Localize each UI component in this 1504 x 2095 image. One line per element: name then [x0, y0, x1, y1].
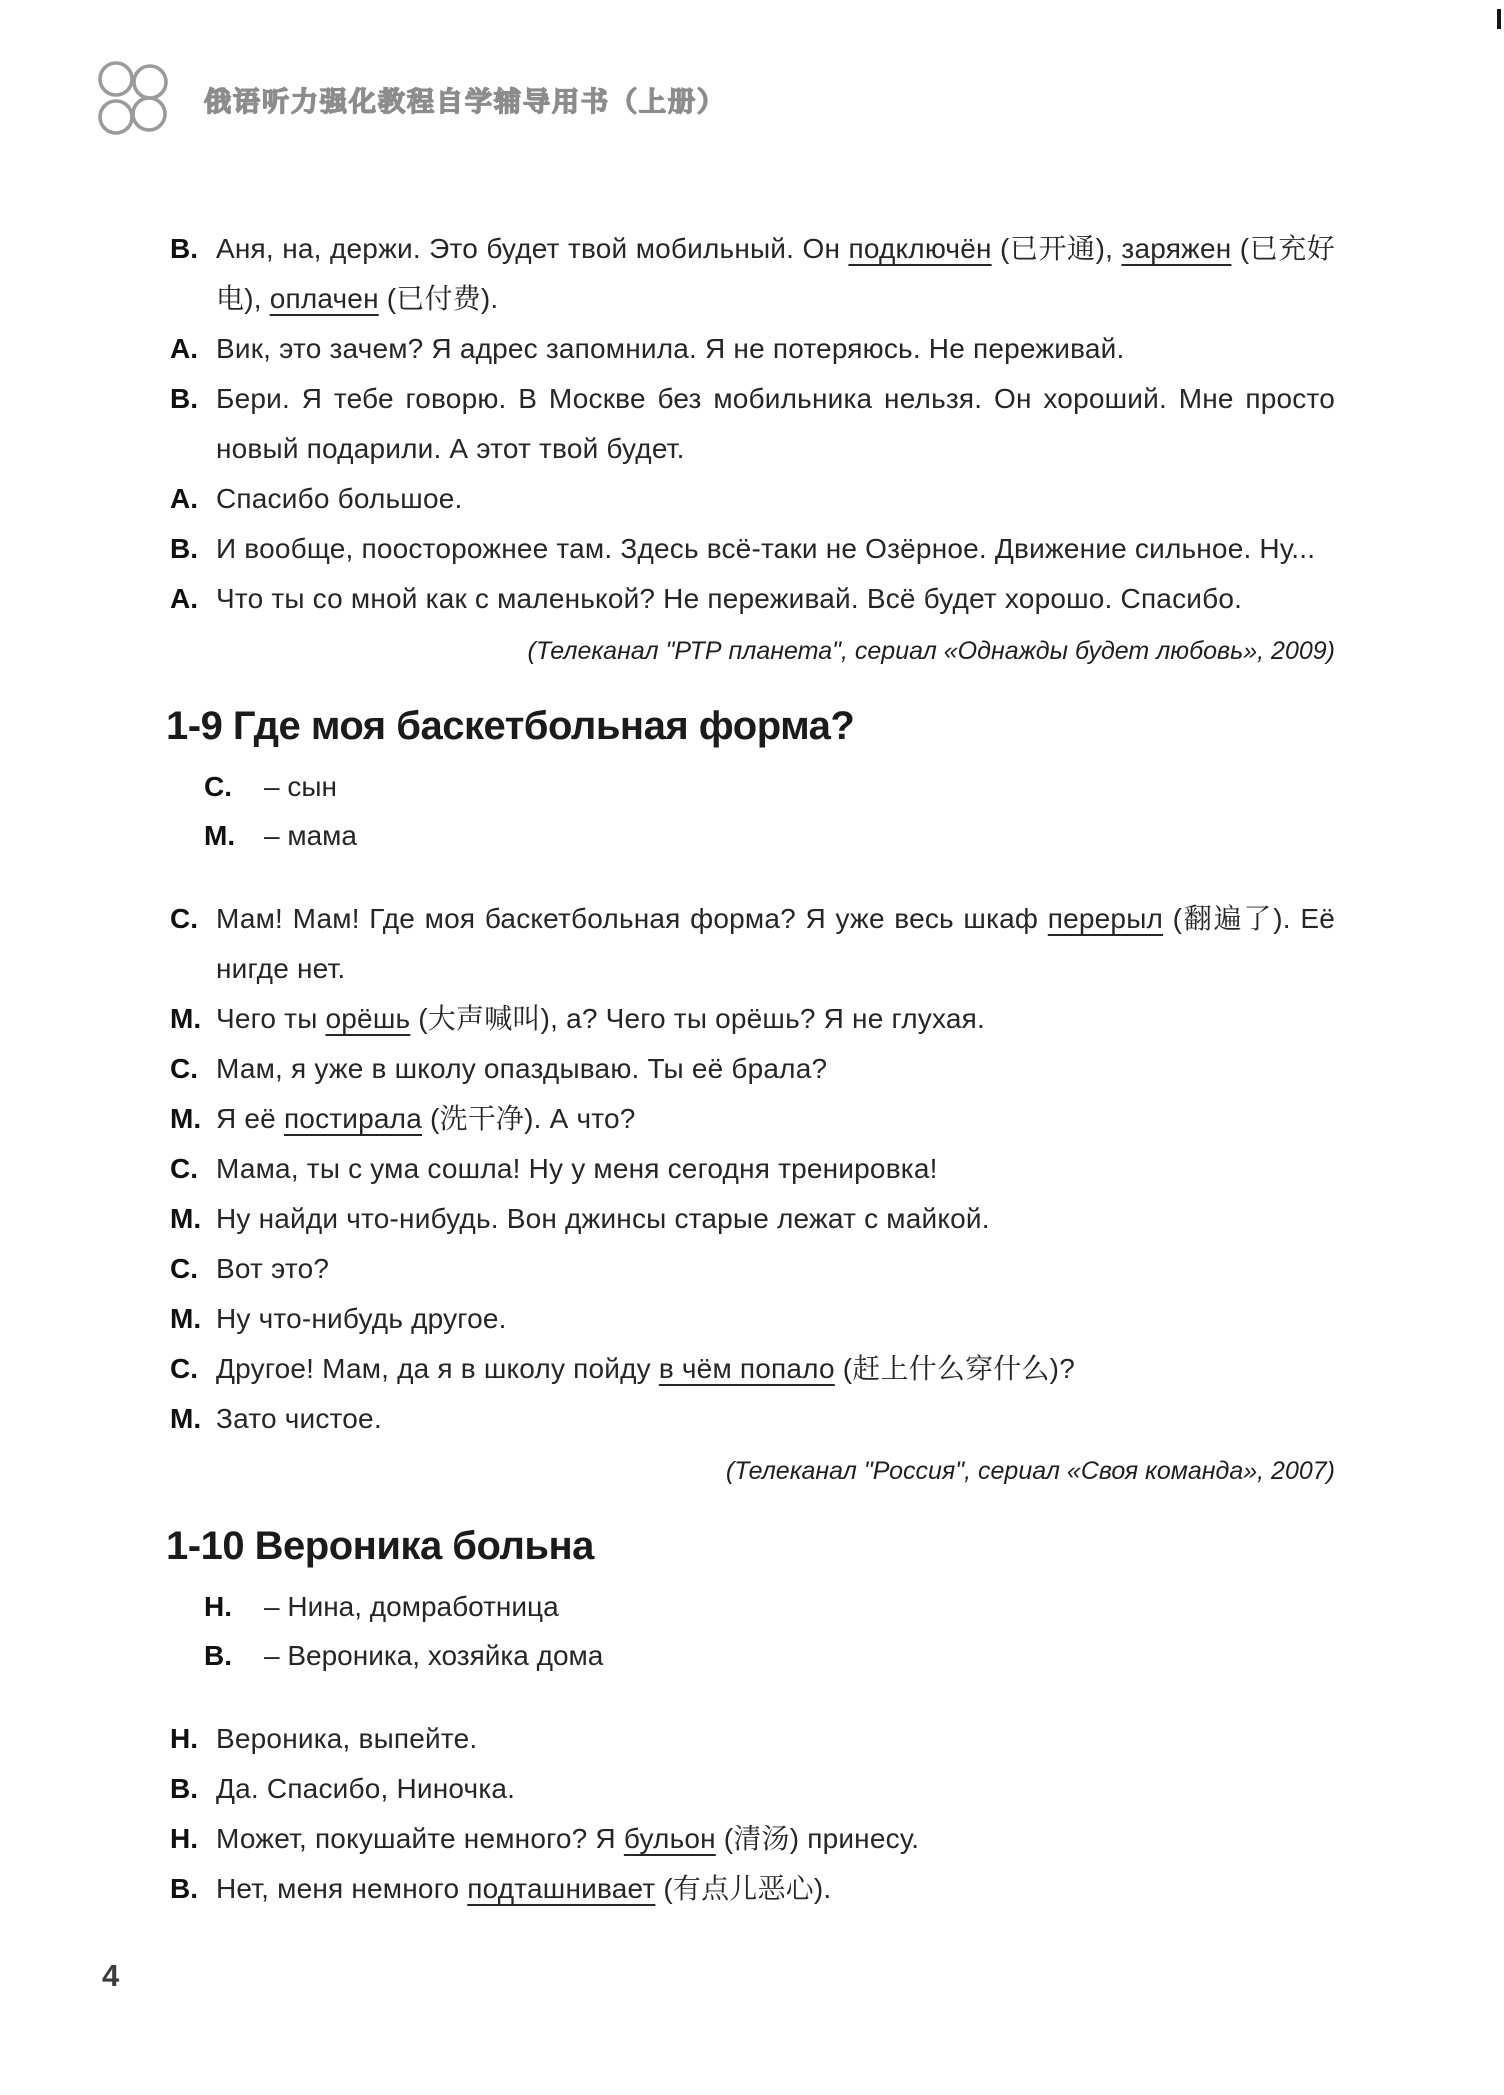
dialogue-line — [170, 524, 1335, 574]
underlined-term: заряжен — [1121, 233, 1232, 264]
speaker-label: С. — [170, 1353, 198, 1384]
scan-edge-artifact — [1497, 9, 1501, 29]
speaker-label: В. — [170, 383, 198, 414]
dialogue-text — [216, 524, 1335, 574]
text-segment: Ну найди что-нибудь. Вон джинсы старые лежат с майкой. — [216, 1203, 990, 1234]
section-heading: 1-9 Где моя баскетбольная форма? — [166, 704, 855, 748]
dialogue-section — [170, 224, 1335, 670]
dialogue-line — [170, 574, 1335, 624]
dialogue-text — [216, 1294, 1335, 1344]
text-segment: (大声喊叫), а? Чего ты орёшь? Я не глухая. — [410, 1003, 985, 1034]
text-segment: Чего ты — [216, 1003, 326, 1034]
character-label: С. — [204, 771, 232, 802]
speaker-label: В. — [170, 1773, 198, 1804]
dialogue-line — [170, 994, 1335, 1044]
dialogue-text — [216, 894, 1335, 994]
text-segment: Зато чистое. — [216, 1403, 382, 1434]
text-segment: Вик, это зачем? Я адрес запомнила. Я не потеряюсь. Не переживай. — [216, 333, 1125, 364]
dialogue-text — [216, 1814, 1335, 1864]
text-segment: И вообще, поосторожнее там. Здесь всё-таки не Озёрное. Движение сильное. Ну... — [216, 533, 1316, 564]
dialogue-text — [216, 224, 1335, 324]
dialogue-line — [170, 1044, 1335, 1094]
dialogue-section — [166, 700, 1335, 1490]
dialogue-line — [170, 1394, 1335, 1444]
underlined-term: бульон — [623, 1823, 716, 1854]
dialogue-text — [216, 474, 1335, 524]
underlined-term: подташнивает — [467, 1873, 656, 1904]
text-segment: Нет, меня немного — [216, 1873, 468, 1904]
character-row — [204, 1631, 1335, 1680]
text-segment: Бери. Я тебе говорю. В Москве без мобильника нельзя. Он хороший. Мне просто новый подарили. А этот твой будет. — [216, 383, 1335, 464]
character-label: М. — [204, 820, 236, 851]
text-segment: Аня, на, держи. Это будет твой мобильный. Он — [216, 233, 849, 264]
dialogue-line — [170, 1344, 1335, 1394]
speaker-label: С. — [170, 903, 198, 934]
speaker-label: С. — [170, 1253, 198, 1284]
dialogue-line — [170, 374, 1335, 474]
character-desc: – мама — [264, 820, 357, 851]
underlined-term: орёшь — [325, 1003, 411, 1034]
character-row — [204, 762, 1335, 811]
text-segment: Я её — [216, 1103, 284, 1134]
character-desc: – сын — [264, 771, 337, 802]
dialogue-text — [216, 994, 1335, 1044]
page-number: 4 — [102, 1958, 120, 1993]
speaker-label: М. — [170, 1303, 202, 1334]
dialogue-line — [170, 1244, 1335, 1294]
dialogue-line — [170, 1144, 1335, 1194]
dialogue-text — [216, 324, 1335, 374]
dialogue-line — [170, 1814, 1335, 1864]
dialogue-text — [216, 374, 1335, 474]
speaker-label: В. — [170, 233, 198, 264]
dialogue-text — [216, 1244, 1335, 1294]
speaker-label: Н. — [170, 1823, 198, 1854]
dialogue-text — [216, 574, 1335, 624]
underlined-term: постирала — [283, 1103, 422, 1134]
dialogue-text — [216, 1864, 1335, 1914]
dialogue-text — [216, 1394, 1335, 1444]
dialogue-text — [216, 1094, 1335, 1144]
dialogue-text — [216, 1144, 1335, 1194]
character-desc: – Нина, домработница — [264, 1591, 559, 1622]
dialogue-text — [216, 1344, 1335, 1394]
speaker-label: М. — [170, 1403, 202, 1434]
dialogue-line — [170, 1864, 1335, 1914]
character-row — [204, 1582, 1335, 1631]
text-segment: Другое! Мам, да я в школу пойду — [216, 1353, 659, 1384]
dialogue-line — [170, 224, 1335, 324]
text-segment: (翻遍了). Её нигде нет. — [216, 903, 1335, 984]
text-segment: Да. Спасибо, Ниночка. — [216, 1773, 516, 1804]
dialogue-line — [170, 894, 1335, 994]
dialogue-line — [170, 1714, 1335, 1764]
text-segment: (有点儿恶心). — [655, 1873, 832, 1904]
text-segment: Что ты со мной как с маленькой? Не переживай. Всё будет хорошо. Спасибо. — [216, 583, 1243, 614]
speaker-label: С. — [170, 1053, 198, 1084]
dialogue-block — [170, 894, 1335, 1444]
dialogue-line — [170, 324, 1335, 374]
speaker-label: А. — [170, 483, 198, 514]
character-desc: – Вероника, хозяйка дома — [264, 1640, 604, 1671]
page-content — [166, 0, 1335, 1914]
text-segment: Мам! Мам! Где моя баскетбольная форма? Я уже весь шкаф — [216, 903, 1048, 934]
text-segment: Может, покушайте немного? Я — [216, 1823, 624, 1854]
dialogue-text — [216, 1714, 1335, 1764]
speaker-label: Н. — [170, 1723, 198, 1754]
section-heading: 1-10 Вероника больна — [166, 1524, 594, 1568]
text-segment: Мама, ты с ума сошла! Ну у меня сегодня тренировка! — [216, 1153, 938, 1184]
speaker-label: С. — [170, 1153, 198, 1184]
speaker-label: В. — [170, 1873, 198, 1904]
text-segment: (赶上什么穿什么)? — [834, 1353, 1075, 1384]
dialogue-text — [216, 1764, 1335, 1814]
source-attribution: (Телеканал "РТР планета", сериал «Однажды будет любовь», 2009) — [527, 637, 1335, 665]
dialogue-block — [170, 224, 1335, 624]
text-segment: Спасибо большое. — [216, 483, 463, 514]
underlined-term: оплачен — [269, 283, 379, 314]
text-segment: Вероника, выпейте. — [216, 1723, 478, 1754]
speaker-label: М. — [170, 1003, 202, 1034]
dialogue-line — [170, 1194, 1335, 1244]
speaker-label: М. — [170, 1203, 202, 1234]
source-attribution: (Телеканал "Россия", сериал «Своя команда», 2007) — [725, 1457, 1335, 1485]
text-segment: Мам, я уже в школу опаздываю. Ты её брала? — [216, 1053, 828, 1084]
text-segment: Ну что-нибудь другое. — [216, 1303, 507, 1334]
text-segment: (已付费). — [378, 283, 499, 314]
dialogue-text — [216, 1044, 1335, 1094]
text-segment: (已充好电), — [216, 233, 1335, 314]
underlined-term: перерыл — [1047, 903, 1164, 934]
dialogue-line — [170, 1094, 1335, 1144]
character-label: В. — [204, 1640, 232, 1671]
dialogue-line — [170, 1764, 1335, 1814]
text-segment: (清汤) принесу. — [715, 1823, 920, 1854]
underlined-term: подключён — [848, 233, 992, 264]
speaker-label: А. — [170, 583, 198, 614]
dialogue-line — [170, 474, 1335, 524]
character-label: Н. — [204, 1591, 232, 1622]
text-segment: (洗干净). А что? — [422, 1103, 636, 1134]
speaker-label: В. — [170, 533, 198, 564]
character-row — [204, 811, 1335, 860]
underlined-term: в чём попало — [658, 1353, 835, 1384]
dialogue-block — [170, 1714, 1335, 1914]
dialogue-section — [166, 1520, 1335, 1914]
text-segment: Вот это? — [216, 1253, 330, 1284]
character-list — [204, 1582, 1335, 1680]
character-list — [204, 762, 1335, 860]
book-title: 俄语听力强化教程自学辅导用书（上册） — [204, 86, 726, 117]
dialogue-text — [216, 1194, 1335, 1244]
speaker-label: М. — [170, 1103, 202, 1134]
text-segment: (已开通), — [991, 233, 1122, 264]
speaker-label: А. — [170, 333, 198, 364]
dialogue-line — [170, 1294, 1335, 1344]
